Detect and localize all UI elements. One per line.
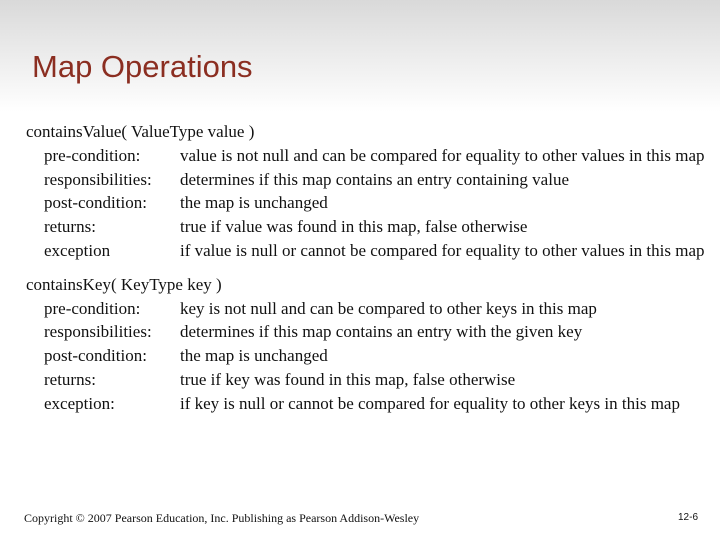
spec-value: true if value was found in this map, false otherwise [180, 217, 528, 237]
spec-key: pre-condition: [44, 145, 141, 165]
spec-key: pre-condition: [44, 298, 141, 318]
spec-key: exception: [44, 393, 115, 413]
spec-row-post-condition [26, 191, 706, 215]
spec-value: if key is null or cannot be compared for equality to other keys in this map [180, 393, 680, 413]
spec-row-returns [26, 368, 706, 392]
spec-value: true if key was found in this map, false otherwise [180, 369, 516, 389]
operation-contains-key [26, 273, 706, 416]
spec-row-exception [26, 239, 706, 263]
spec-key: responsibilities: [44, 322, 152, 342]
spec-row-responsibilities [26, 168, 706, 192]
slide-content [26, 120, 706, 416]
spec-row-exception [26, 392, 706, 416]
spec-value: if value is null or cannot be compared for equality to other values in this map [180, 240, 705, 260]
spec-value: determines if this map contains an entry containing value [180, 169, 569, 189]
operation-signature: containsKey( KeyType key ) [26, 274, 222, 294]
spec-value: the map is unchanged [180, 193, 328, 213]
footer-page-number: 12-6 [677, 512, 698, 523]
spec-key: exception [44, 240, 111, 260]
slide-title: Map Operations [32, 49, 253, 84]
spec-row-responsibilities [26, 320, 706, 344]
spec-key: post-condition: [44, 193, 147, 213]
spec-value: value is not null and can be compared for equality to other values in this map [180, 145, 705, 165]
spec-value: determines if this map contains an entry with the given key [180, 322, 583, 342]
spec-row-returns [26, 215, 706, 239]
spec-row-pre-condition [26, 144, 706, 168]
spec-value: the map is unchanged [180, 346, 328, 366]
operation-contains-value [26, 120, 706, 263]
spec-row-post-condition [26, 344, 706, 368]
spec-key: post-condition: [44, 346, 147, 366]
spec-row-pre-condition [26, 297, 706, 321]
spec-value: key is not null and can be compared to other keys in this map [180, 298, 597, 318]
spec-key: returns: [44, 217, 96, 237]
footer-copyright: Copyright © 2007 Pearson Education, Inc. Publishing as Pearson Addison-Wesley [24, 511, 420, 525]
operation-signature: containsValue( ValueType value ) [26, 122, 255, 141]
spec-key: returns: [44, 369, 96, 389]
spec-key: responsibilities: [44, 169, 152, 189]
